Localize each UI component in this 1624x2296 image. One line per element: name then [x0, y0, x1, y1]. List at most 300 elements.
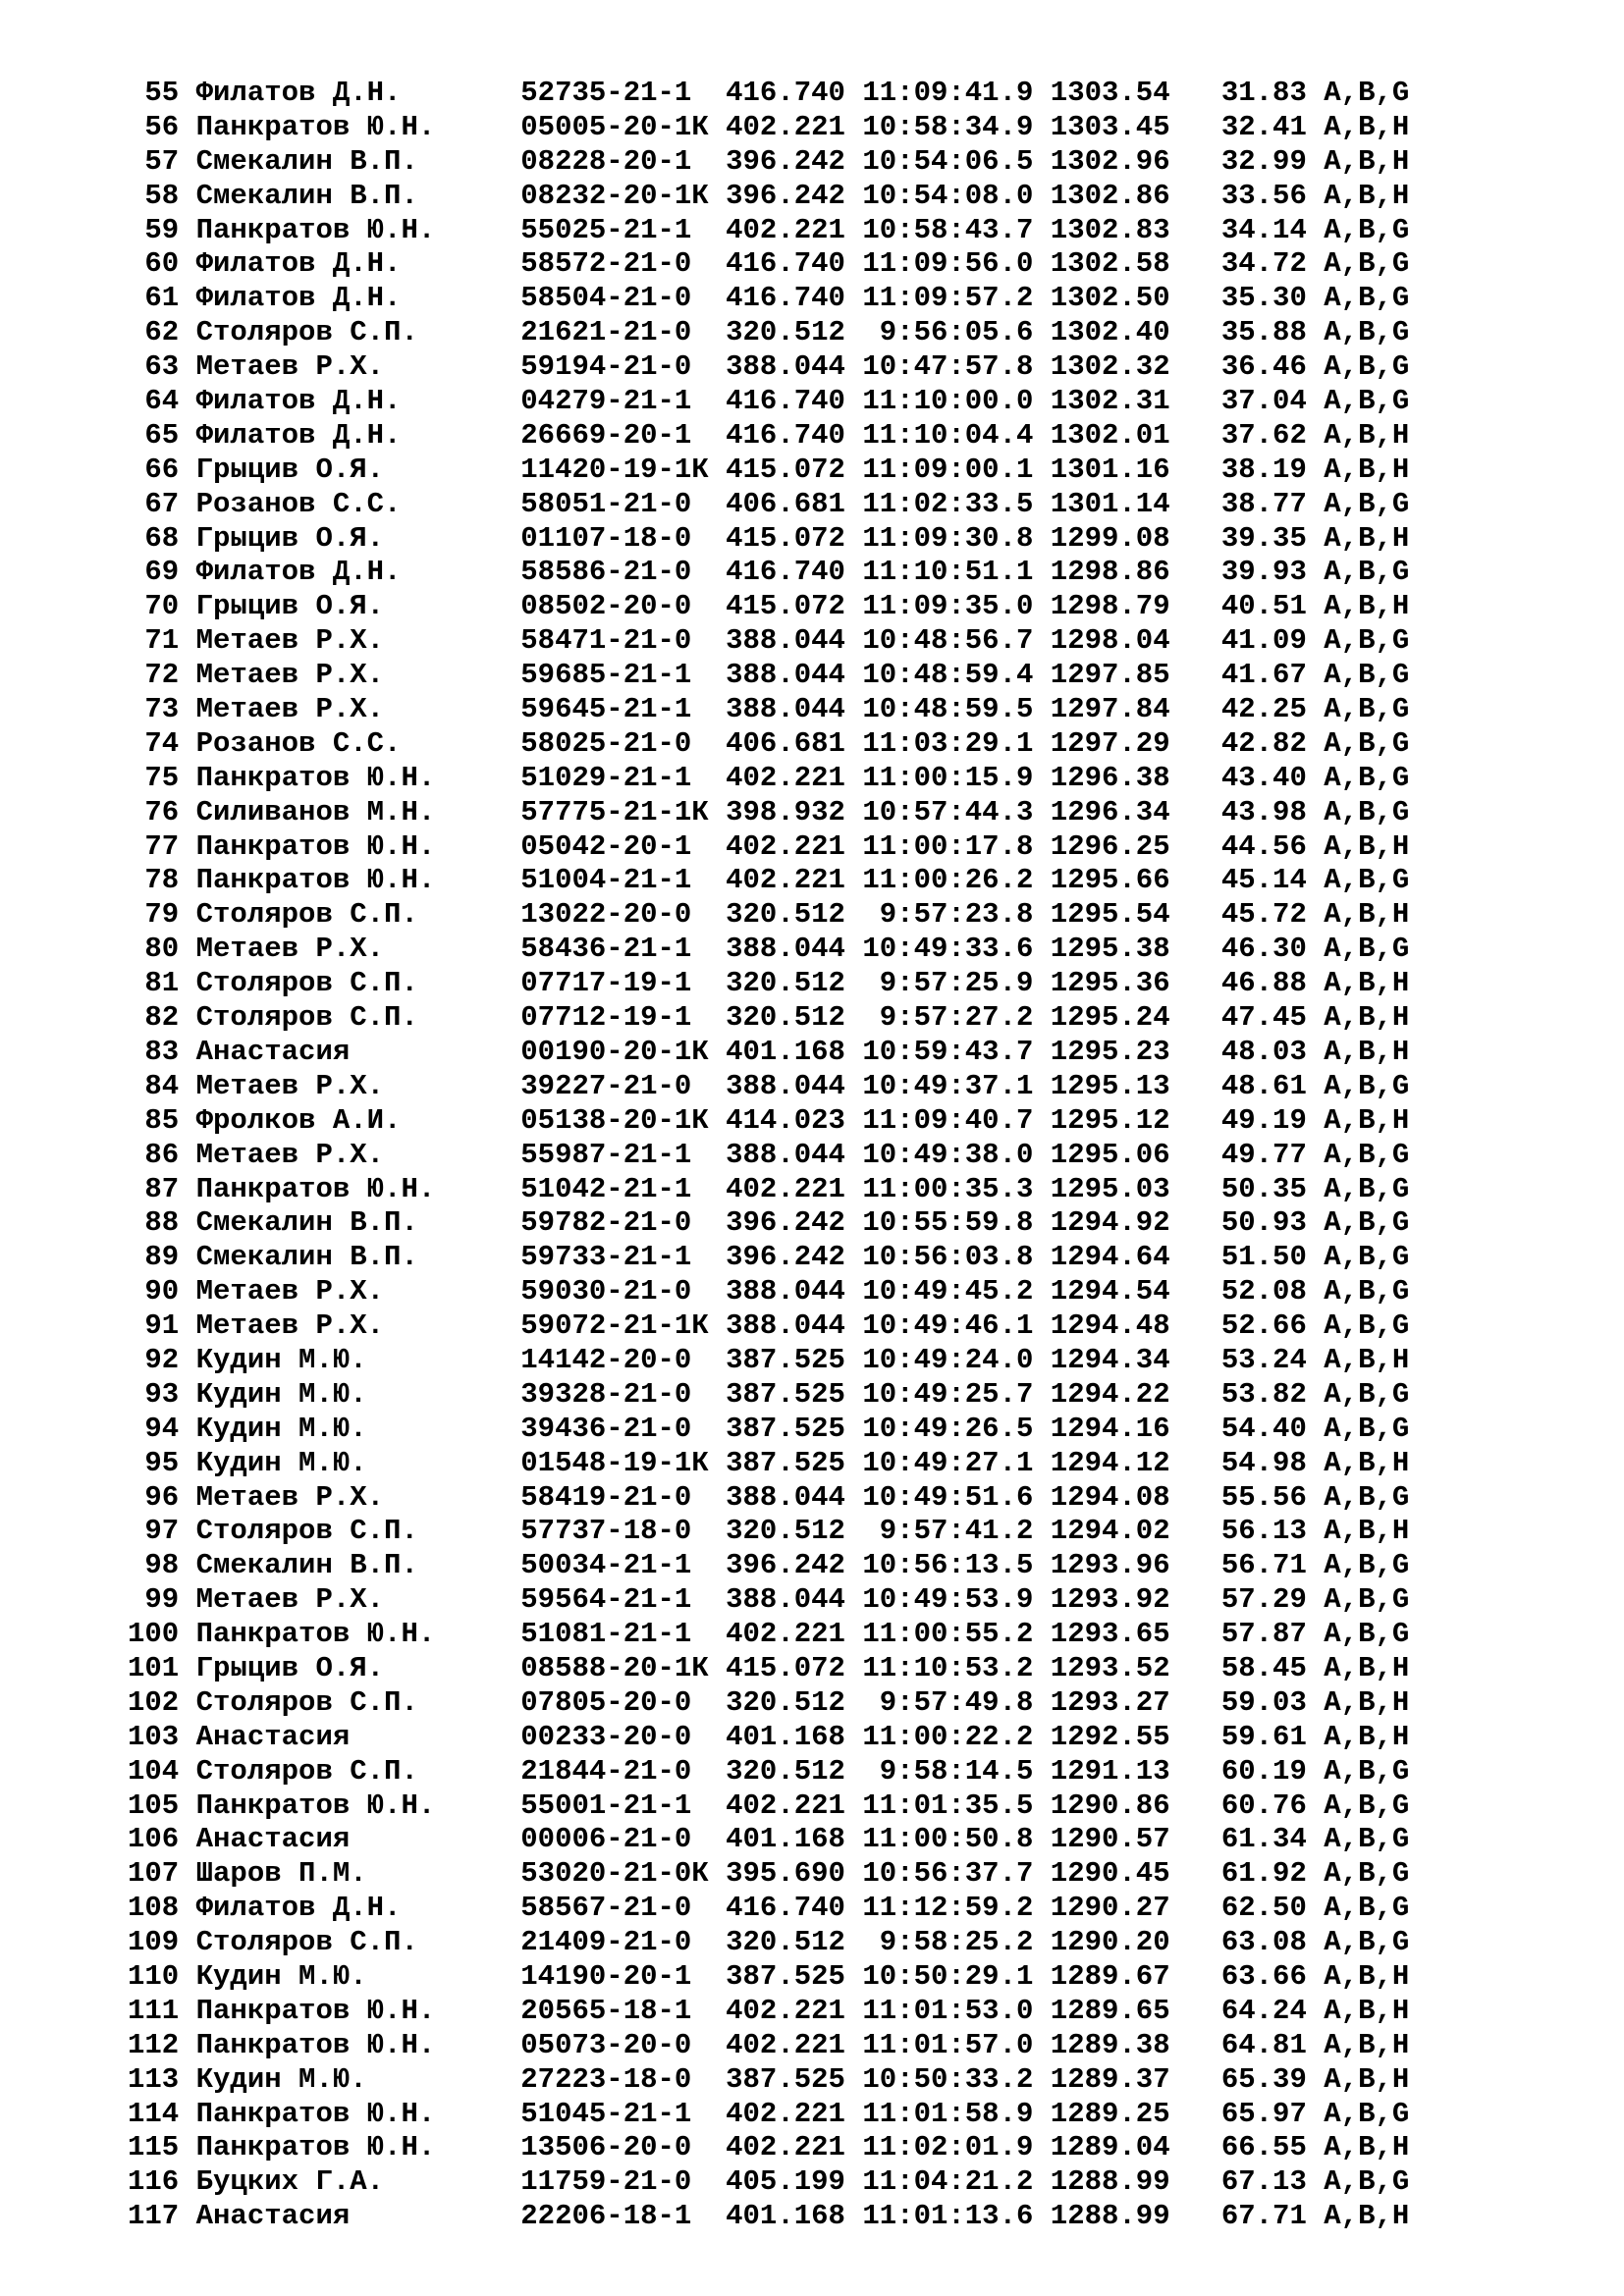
- speed-cell: 1295.23: [1050, 1035, 1170, 1068]
- coefficient-cell: 50.93: [1204, 1206, 1307, 1240]
- distance-cell: 320.512: [726, 316, 845, 349]
- category-cell: A,B,H: [1324, 110, 1410, 143]
- table-row: [128, 350, 1561, 385]
- name-cell: Панкратов Ю.Н.: [195, 1172, 521, 1205]
- table-row: [128, 933, 1561, 967]
- ring-cell: 20565-18-1: [520, 1994, 727, 2027]
- ring-cell: 11420-19-1К: [520, 453, 727, 486]
- arrival-time-cell: 10:49:53.9: [862, 1583, 1034, 1617]
- ring-cell: 58025-21-0: [520, 726, 727, 760]
- distance-cell: 416.740: [726, 418, 845, 452]
- coefficient-cell: 63.08: [1204, 1926, 1307, 1959]
- arrival-time-cell: 10:55:59.8: [862, 1206, 1034, 1240]
- rank-cell: 60: [128, 247, 180, 281]
- rank-cell: 90: [128, 1275, 180, 1308]
- category-cell: A,B,G: [1324, 726, 1410, 760]
- distance-cell: 402.221: [726, 2131, 845, 2164]
- arrival-time-cell: 10:49:27.1: [862, 1446, 1034, 1479]
- rank-cell: 93: [128, 1377, 180, 1411]
- category-cell: A,B,H: [1324, 2028, 1410, 2061]
- ring-cell: 58586-21-0: [520, 556, 727, 589]
- table-row: [128, 1583, 1561, 1618]
- table-row: [128, 1721, 1561, 1755]
- ring-cell: 58419-21-0: [520, 1480, 727, 1514]
- speed-cell: 1294.08: [1050, 1480, 1170, 1514]
- name-cell: Панкратов Ю.Н.: [195, 2131, 521, 2164]
- arrival-time-cell: 10:49:37.1: [862, 1069, 1034, 1102]
- category-cell: A,B,G: [1324, 77, 1410, 109]
- name-cell: Метаев Р.Х.: [195, 1480, 521, 1514]
- name-cell: Кудин М.Ю.: [195, 2062, 521, 2096]
- table-row: [128, 624, 1561, 659]
- ring-cell: 59564-21-1: [520, 1583, 727, 1617]
- distance-cell: 395.690: [726, 1857, 845, 1891]
- arrival-time-cell: 11:12:59.2: [862, 1892, 1034, 1925]
- speed-cell: 1297.29: [1050, 726, 1170, 760]
- coefficient-cell: 52.66: [1204, 1309, 1307, 1343]
- arrival-time-cell: 10:56:13.5: [862, 1549, 1034, 1582]
- speed-cell: 1293.65: [1050, 1618, 1170, 1651]
- table-row: [128, 1241, 1561, 1275]
- speed-cell: 1303.54: [1050, 77, 1170, 109]
- category-cell: A,B,H: [1324, 1515, 1410, 1548]
- ring-cell: 00190-20-1К: [520, 1035, 727, 1068]
- speed-cell: 1289.38: [1050, 2028, 1170, 2061]
- rank-cell: 79: [128, 898, 180, 932]
- distance-cell: 416.740: [726, 556, 845, 589]
- ring-cell: 21621-21-0: [520, 316, 727, 349]
- category-cell: A,B,G: [1324, 350, 1410, 384]
- coefficient-cell: 37.04: [1204, 385, 1307, 418]
- rank-cell: 57: [128, 144, 180, 178]
- speed-cell: 1296.34: [1050, 795, 1170, 828]
- name-cell: Столяров С.П.: [195, 1754, 521, 1788]
- ring-cell: 01107-18-0: [520, 521, 727, 555]
- ring-cell: 55025-21-1: [520, 213, 727, 246]
- coefficient-cell: 34.14: [1204, 213, 1307, 246]
- coefficient-cell: 65.97: [1204, 2097, 1307, 2130]
- speed-cell: 1294.34: [1050, 1343, 1170, 1376]
- arrival-time-cell: 9:57:23.8: [862, 898, 1034, 932]
- speed-cell: 1295.38: [1050, 933, 1170, 966]
- arrival-time-cell: 10:48:59.4: [862, 659, 1034, 692]
- category-cell: A,B,G: [1324, 1172, 1410, 1205]
- category-cell: A,B,H: [1324, 1103, 1410, 1137]
- coefficient-cell: 42.25: [1204, 693, 1307, 726]
- ring-cell: 59645-21-1: [520, 693, 727, 726]
- ring-cell: 51042-21-1: [520, 1172, 727, 1205]
- rank-cell: 86: [128, 1138, 180, 1171]
- rank-cell: 72: [128, 659, 180, 692]
- speed-cell: 1294.16: [1050, 1412, 1170, 1445]
- coefficient-cell: 34.72: [1204, 247, 1307, 281]
- distance-cell: 396.242: [726, 179, 845, 212]
- category-cell: A,B,G: [1324, 316, 1410, 349]
- ring-cell: 08502-20-0: [520, 590, 727, 623]
- distance-cell: 396.242: [726, 1241, 845, 1274]
- speed-cell: 1289.04: [1050, 2131, 1170, 2164]
- arrival-time-cell: 11:00:17.8: [862, 829, 1034, 863]
- table-row: [128, 1960, 1561, 1995]
- name-cell: Смекалин В.П.: [195, 144, 521, 178]
- speed-cell: 1293.27: [1050, 1685, 1170, 1719]
- distance-cell: 414.023: [726, 1103, 845, 1137]
- table-row: [128, 522, 1561, 557]
- distance-cell: 387.525: [726, 1343, 845, 1376]
- name-cell: Филатов Д.Н.: [195, 247, 521, 281]
- arrival-time-cell: 10:48:59.5: [862, 693, 1034, 726]
- rank-cell: 67: [128, 487, 180, 520]
- category-cell: A,B,H: [1324, 2200, 1410, 2233]
- rank-cell: 65: [128, 418, 180, 452]
- ring-cell: 00233-20-0: [520, 1720, 727, 1753]
- name-cell: Столяров С.П.: [195, 1926, 521, 1959]
- rank-cell: 106: [128, 1823, 180, 1856]
- ring-cell: 00006-21-0: [520, 1823, 727, 1856]
- speed-cell: 1294.54: [1050, 1275, 1170, 1308]
- table-row: [128, 1618, 1561, 1652]
- rank-cell: 97: [128, 1515, 180, 1548]
- speed-cell: 1297.85: [1050, 659, 1170, 692]
- name-cell: Буцких Г.А.: [195, 2165, 521, 2199]
- speed-cell: 1302.83: [1050, 213, 1170, 246]
- ring-cell: 21844-21-0: [520, 1754, 727, 1788]
- table-row: [128, 1823, 1561, 1857]
- rank-cell: 66: [128, 453, 180, 486]
- rank-cell: 59: [128, 213, 180, 246]
- ring-cell: 58567-21-0: [520, 1892, 727, 1925]
- rank-cell: 61: [128, 282, 180, 315]
- distance-cell: 388.044: [726, 1309, 845, 1343]
- speed-cell: 1295.13: [1050, 1069, 1170, 1102]
- speed-cell: 1295.24: [1050, 1001, 1170, 1035]
- coefficient-cell: 36.46: [1204, 350, 1307, 384]
- coefficient-cell: 57.87: [1204, 1618, 1307, 1651]
- speed-cell: 1302.01: [1050, 418, 1170, 452]
- ring-cell: 13022-20-0: [520, 898, 727, 932]
- arrival-time-cell: 10:56:03.8: [862, 1241, 1034, 1274]
- speed-cell: 1294.22: [1050, 1377, 1170, 1411]
- arrival-time-cell: 11:10:04.4: [862, 418, 1034, 452]
- ring-cell: 27223-18-0: [520, 2062, 727, 2096]
- coefficient-cell: 54.98: [1204, 1446, 1307, 1479]
- distance-cell: 387.525: [726, 1412, 845, 1445]
- rank-cell: 95: [128, 1446, 180, 1479]
- ring-cell: 50034-21-1: [520, 1549, 727, 1582]
- category-cell: A,B,G: [1324, 1241, 1410, 1274]
- distance-cell: 387.525: [726, 1959, 845, 1993]
- table-row: [128, 488, 1561, 522]
- arrival-time-cell: 9:58:14.5: [862, 1754, 1034, 1788]
- rank-cell: 84: [128, 1069, 180, 1102]
- name-cell: Метаев Р.Х.: [195, 1309, 521, 1343]
- name-cell: Панкратов Ю.Н.: [195, 2097, 521, 2130]
- coefficient-cell: 41.67: [1204, 659, 1307, 692]
- category-cell: A,B,H: [1324, 418, 1410, 452]
- coefficient-cell: 35.88: [1204, 316, 1307, 349]
- arrival-time-cell: 11:03:29.1: [862, 726, 1034, 760]
- coefficient-cell: 53.24: [1204, 1343, 1307, 1376]
- category-cell: A,B,G: [1324, 864, 1410, 897]
- distance-cell: 416.740: [726, 385, 845, 418]
- table-row: [128, 1344, 1561, 1378]
- speed-cell: 1289.25: [1050, 2097, 1170, 2130]
- ring-cell: 26669-20-1: [520, 418, 727, 452]
- name-cell: Анастасия: [195, 2200, 521, 2233]
- coefficient-cell: 41.09: [1204, 624, 1307, 658]
- name-cell: Кудин М.Ю.: [195, 1412, 521, 1445]
- arrival-time-cell: 10:49:25.7: [862, 1377, 1034, 1411]
- ring-cell: 07717-19-1: [520, 967, 727, 1000]
- speed-cell: 1302.96: [1050, 144, 1170, 178]
- arrival-time-cell: 11:10:00.0: [862, 385, 1034, 418]
- arrival-time-cell: 11:01:58.9: [862, 2097, 1034, 2130]
- table-row: [128, 967, 1561, 1001]
- speed-cell: 1294.92: [1050, 1206, 1170, 1240]
- distance-cell: 415.072: [726, 453, 845, 486]
- ring-cell: 55987-21-1: [520, 1138, 727, 1171]
- category-cell: A,B,G: [1324, 487, 1410, 520]
- table-row: [128, 145, 1561, 180]
- name-cell: Фролков А.И.: [195, 1103, 521, 1137]
- speed-cell: 1289.67: [1050, 1959, 1170, 1993]
- table-row: [128, 1378, 1561, 1413]
- coefficient-cell: 59.61: [1204, 1720, 1307, 1753]
- table-row: [128, 111, 1561, 145]
- ring-cell: 07805-20-0: [520, 1685, 727, 1719]
- ring-cell: 39328-21-0: [520, 1377, 727, 1411]
- name-cell: Столяров С.П.: [195, 1685, 521, 1719]
- rank-cell: 111: [128, 1994, 180, 2027]
- arrival-time-cell: 11:02:33.5: [862, 487, 1034, 520]
- ring-cell: 05005-20-1К: [520, 110, 727, 143]
- distance-cell: 320.512: [726, 1685, 845, 1719]
- category-cell: A,B,G: [1324, 2097, 1410, 2130]
- name-cell: Филатов Д.Н.: [195, 556, 521, 589]
- table-row: [128, 1892, 1561, 1926]
- distance-cell: 388.044: [726, 693, 845, 726]
- coefficient-cell: 61.92: [1204, 1857, 1307, 1891]
- table-row: [128, 762, 1561, 796]
- category-cell: A,B,H: [1324, 144, 1410, 178]
- table-row: [128, 659, 1561, 693]
- category-cell: A,B,G: [1324, 1618, 1410, 1651]
- category-cell: A,B,G: [1324, 1823, 1410, 1856]
- arrival-time-cell: 11:09:40.7: [862, 1103, 1034, 1137]
- rank-cell: 74: [128, 726, 180, 760]
- name-cell: Метаев Р.Х.: [195, 1069, 521, 1102]
- name-cell: Филатов Д.Н.: [195, 77, 521, 109]
- speed-cell: 1294.12: [1050, 1446, 1170, 1479]
- arrival-time-cell: 10:54:06.5: [862, 144, 1034, 178]
- speed-cell: 1290.20: [1050, 1926, 1170, 1959]
- speed-cell: 1298.79: [1050, 590, 1170, 623]
- name-cell: Метаев Р.Х.: [195, 1583, 521, 1617]
- distance-cell: 402.221: [726, 1789, 845, 1822]
- arrival-time-cell: 11:04:21.2: [862, 2165, 1034, 2199]
- table-row: [128, 454, 1561, 488]
- speed-cell: 1292.55: [1050, 1720, 1170, 1753]
- speed-cell: 1302.40: [1050, 316, 1170, 349]
- name-cell: Панкратов Ю.Н.: [195, 1618, 521, 1651]
- distance-cell: 415.072: [726, 1651, 845, 1684]
- distance-cell: 320.512: [726, 1001, 845, 1035]
- rank-cell: 83: [128, 1035, 180, 1068]
- ring-cell: 14190-20-1: [520, 1959, 727, 1993]
- ring-cell: 53020-21-0К: [520, 1857, 727, 1891]
- distance-cell: 388.044: [726, 1275, 845, 1308]
- coefficient-cell: 64.81: [1204, 2028, 1307, 2061]
- rank-cell: 89: [128, 1241, 180, 1274]
- distance-cell: 396.242: [726, 1206, 845, 1240]
- speed-cell: 1293.96: [1050, 1549, 1170, 1582]
- rank-cell: 99: [128, 1583, 180, 1617]
- ring-cell: 05138-20-1К: [520, 1103, 727, 1137]
- distance-cell: 320.512: [726, 898, 845, 932]
- rank-cell: 96: [128, 1480, 180, 1514]
- coefficient-cell: 56.71: [1204, 1549, 1307, 1582]
- arrival-time-cell: 10:49:51.6: [862, 1480, 1034, 1514]
- category-cell: A,B,G: [1324, 1275, 1410, 1308]
- distance-cell: 415.072: [726, 590, 845, 623]
- distance-cell: 402.221: [726, 213, 845, 246]
- speed-cell: 1295.03: [1050, 1172, 1170, 1205]
- arrival-time-cell: 10:58:34.9: [862, 110, 1034, 143]
- name-cell: Смекалин В.П.: [195, 1549, 521, 1582]
- name-cell: Столяров С.П.: [195, 1515, 521, 1548]
- name-cell: Смекалин В.П.: [195, 1206, 521, 1240]
- table-row: [128, 1139, 1561, 1173]
- table-row: [128, 1173, 1561, 1207]
- distance-cell: 402.221: [726, 864, 845, 897]
- distance-cell: 406.681: [726, 726, 845, 760]
- coefficient-cell: 63.66: [1204, 1959, 1307, 1993]
- table-row: [128, 2029, 1561, 2063]
- rank-cell: 56: [128, 110, 180, 143]
- coefficient-cell: 32.99: [1204, 144, 1307, 178]
- rank-cell: 117: [128, 2200, 180, 2233]
- distance-cell: 401.168: [726, 2200, 845, 2233]
- category-cell: A,B,G: [1324, 1309, 1410, 1343]
- coefficient-cell: 48.03: [1204, 1035, 1307, 1068]
- table-row: [128, 1857, 1561, 1892]
- coefficient-cell: 57.29: [1204, 1583, 1307, 1617]
- rank-cell: 62: [128, 316, 180, 349]
- distance-cell: 388.044: [726, 933, 845, 966]
- ring-cell: 04279-21-1: [520, 385, 727, 418]
- name-cell: Панкратов Ю.Н.: [195, 1994, 521, 2027]
- name-cell: Анастасия: [195, 1720, 521, 1753]
- name-cell: Панкратов Ю.Н.: [195, 761, 521, 794]
- table-row: [128, 1036, 1561, 1070]
- coefficient-cell: 64.24: [1204, 1994, 1307, 2027]
- name-cell: Столяров С.П.: [195, 898, 521, 932]
- ring-cell: 58504-21-0: [520, 282, 727, 315]
- distance-cell: 398.932: [726, 795, 845, 828]
- rank-cell: 64: [128, 385, 180, 418]
- speed-cell: 1290.27: [1050, 1892, 1170, 1925]
- name-cell: Смекалин В.П.: [195, 1241, 521, 1274]
- category-cell: A,B,G: [1324, 693, 1410, 726]
- category-cell: A,B,H: [1324, 1720, 1410, 1753]
- ring-cell: 55001-21-1: [520, 1789, 727, 1822]
- rank-cell: 76: [128, 795, 180, 828]
- ring-cell: 39227-21-0: [520, 1069, 727, 1102]
- distance-cell: 388.044: [726, 1583, 845, 1617]
- name-cell: Филатов Д.Н.: [195, 418, 521, 452]
- arrival-time-cell: 10:49:45.2: [862, 1275, 1034, 1308]
- rank-cell: 100: [128, 1618, 180, 1651]
- ring-cell: 51004-21-1: [520, 864, 727, 897]
- table-row: [128, 2131, 1561, 2165]
- ring-cell: 22206-18-1: [520, 2200, 727, 2233]
- rank-cell: 112: [128, 2028, 180, 2061]
- name-cell: Метаев Р.Х.: [195, 624, 521, 658]
- speed-cell: 1289.37: [1050, 2062, 1170, 2096]
- name-cell: Смекалин В.П.: [195, 179, 521, 212]
- distance-cell: 401.168: [726, 1823, 845, 1856]
- category-cell: A,B,G: [1324, 1789, 1410, 1822]
- name-cell: Метаев Р.Х.: [195, 693, 521, 726]
- name-cell: Кудин М.Ю.: [195, 1446, 521, 1479]
- distance-cell: 396.242: [726, 144, 845, 178]
- name-cell: Панкратов Ю.Н.: [195, 213, 521, 246]
- table-row: [128, 247, 1561, 282]
- table-row: [128, 316, 1561, 350]
- speed-cell: 1290.45: [1050, 1857, 1170, 1891]
- arrival-time-cell: 10:49:26.5: [862, 1412, 1034, 1445]
- distance-cell: 402.221: [726, 829, 845, 863]
- category-cell: A,B,H: [1324, 1446, 1410, 1479]
- distance-cell: 405.199: [726, 2165, 845, 2199]
- name-cell: Силиванов М.Н.: [195, 795, 521, 828]
- name-cell: Филатов Д.Н.: [195, 282, 521, 315]
- table-row: [128, 1755, 1561, 1789]
- rank-cell: 77: [128, 829, 180, 863]
- speed-cell: 1291.13: [1050, 1754, 1170, 1788]
- name-cell: Столяров С.П.: [195, 316, 521, 349]
- arrival-time-cell: 10:50:33.2: [862, 2062, 1034, 2096]
- coefficient-cell: 60.19: [1204, 1754, 1307, 1788]
- distance-cell: 387.525: [726, 1377, 845, 1411]
- arrival-time-cell: 10:57:44.3: [862, 795, 1034, 828]
- coefficient-cell: 54.40: [1204, 1412, 1307, 1445]
- arrival-time-cell: 11:09:56.0: [862, 247, 1034, 281]
- rank-cell: 58: [128, 179, 180, 212]
- table-row: [128, 898, 1561, 933]
- coefficient-cell: 50.35: [1204, 1172, 1307, 1205]
- speed-cell: 1290.86: [1050, 1789, 1170, 1822]
- category-cell: A,B,G: [1324, 282, 1410, 315]
- coefficient-cell: 53.82: [1204, 1377, 1307, 1411]
- arrival-time-cell: 9:57:25.9: [862, 967, 1034, 1000]
- arrival-time-cell: 11:01:53.0: [862, 1994, 1034, 2027]
- distance-cell: 416.740: [726, 282, 845, 315]
- arrival-time-cell: 11:00:22.2: [862, 1720, 1034, 1753]
- rank-cell: 75: [128, 761, 180, 794]
- coefficient-cell: 49.77: [1204, 1138, 1307, 1171]
- coefficient-cell: 32.41: [1204, 110, 1307, 143]
- coefficient-cell: 55.56: [1204, 1480, 1307, 1514]
- distance-cell: 401.168: [726, 1035, 845, 1068]
- coefficient-cell: 43.98: [1204, 795, 1307, 828]
- speed-cell: 1302.86: [1050, 179, 1170, 212]
- arrival-time-cell: 10:48:56.7: [862, 624, 1034, 658]
- table-row: [128, 2200, 1561, 2234]
- name-cell: Столяров С.П.: [195, 967, 521, 1000]
- table-row: [128, 1995, 1561, 2029]
- rank-cell: 85: [128, 1103, 180, 1137]
